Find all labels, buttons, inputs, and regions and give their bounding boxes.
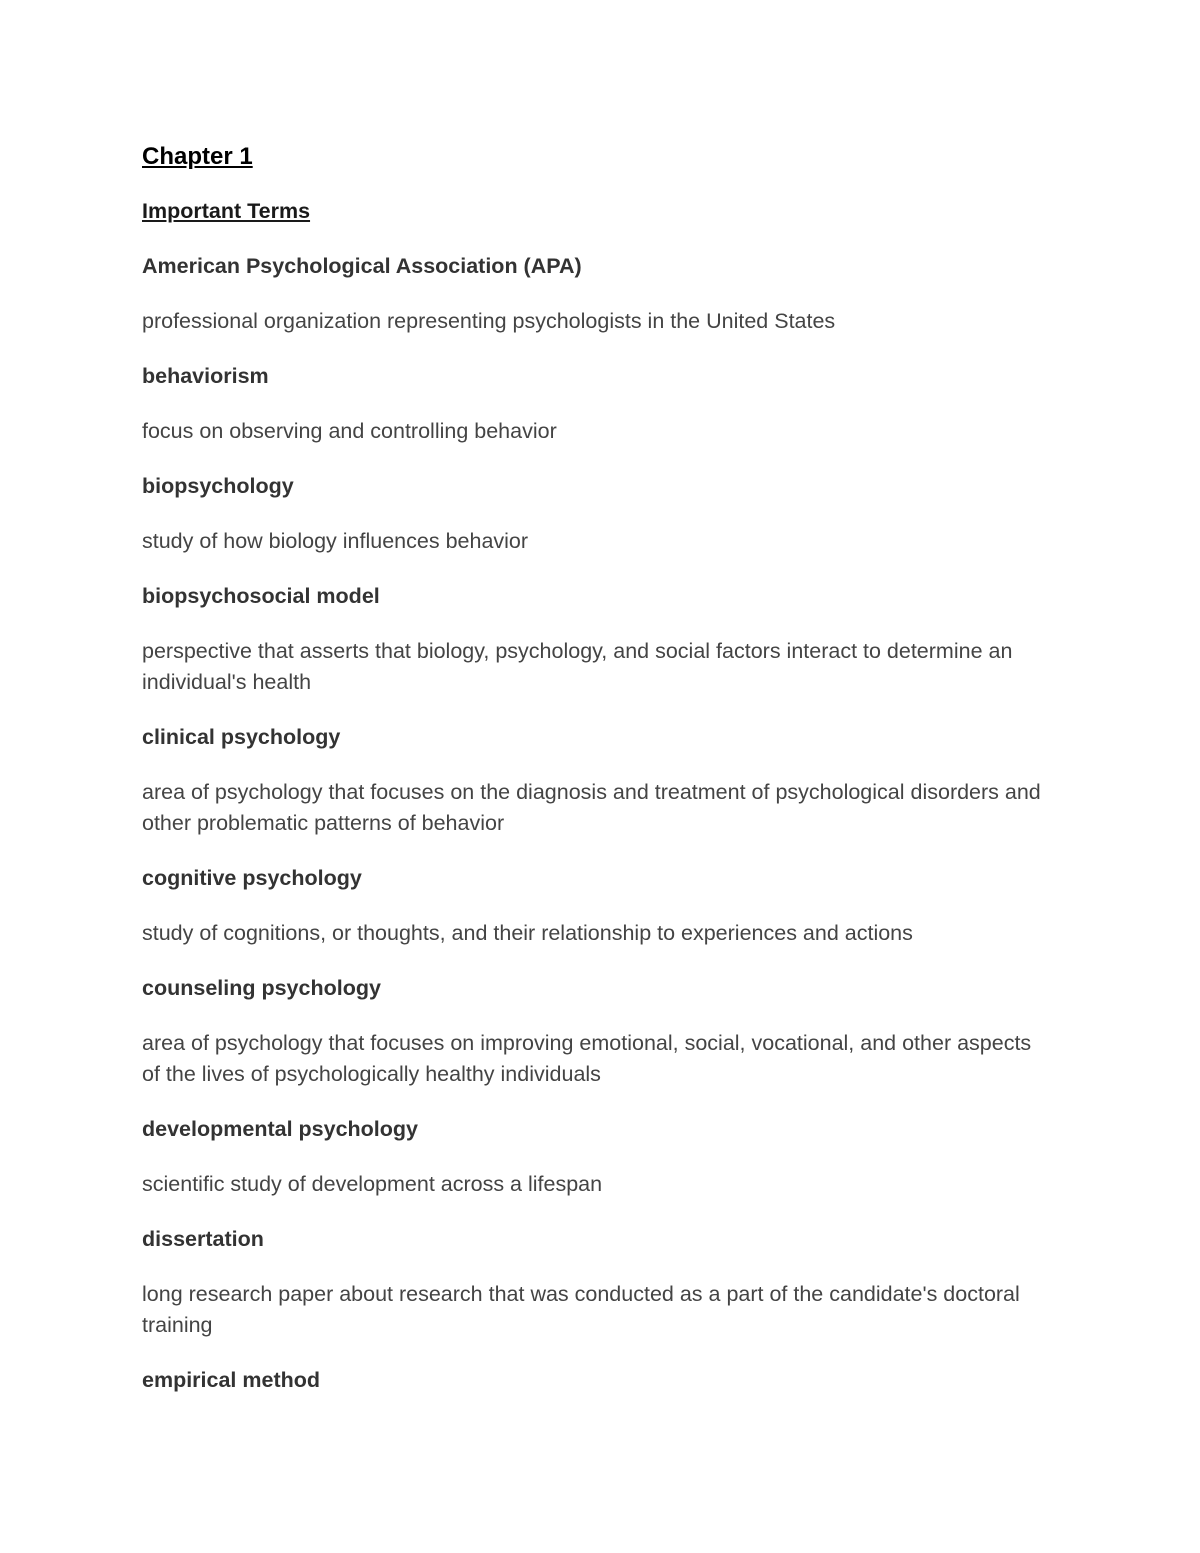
glossary-term: dissertation (142, 1227, 264, 1251)
glossary-definition: area of psychology that focuses on the diagnosis and treatment of psychological disorders and other problematic patterns of behavior (142, 780, 1041, 835)
section-title: Important Terms (142, 199, 311, 223)
document-body (142, 141, 1042, 1396)
glossary-term: American Psychological Association (APA) (142, 254, 582, 278)
glossary-term: biopsychosocial model (142, 584, 380, 608)
glossary-definition: scientific study of development across a lifespan (142, 1172, 603, 1196)
glossary-term: developmental psychology (142, 1117, 418, 1141)
glossary-term: counseling psychology (142, 976, 381, 1000)
glossary-definition: focus on observing and controlling behavior (142, 419, 557, 443)
glossary-definition: study of how biology influences behavior (142, 529, 529, 553)
glossary-definition: professional organization representing psychologists in the United States (142, 309, 836, 333)
glossary-term: biopsychology (142, 474, 294, 498)
glossary-term: clinical psychology (142, 725, 341, 749)
glossary-term: empirical method (142, 1368, 321, 1392)
glossary-definition: long research paper about research that was conducted as a part of the candidate's doctoral training (142, 1282, 1020, 1337)
glossary-definition: area of psychology that focuses on improving emotional, social, vocational, and other aspects of the lives of psychologically healthy individuals (142, 1031, 1032, 1086)
glossary-definition: study of cognitions, or thoughts, and their relationship to experiences and actions (142, 921, 913, 945)
glossary-term-list (142, 251, 1042, 1396)
glossary-definition: perspective that asserts that biology, psychology, and social factors interact to determine an individual's health (142, 639, 1013, 694)
glossary-term: cognitive psychology (142, 866, 362, 890)
glossary-term: behaviorism (142, 364, 269, 388)
chapter-title: Chapter 1 (142, 143, 253, 170)
